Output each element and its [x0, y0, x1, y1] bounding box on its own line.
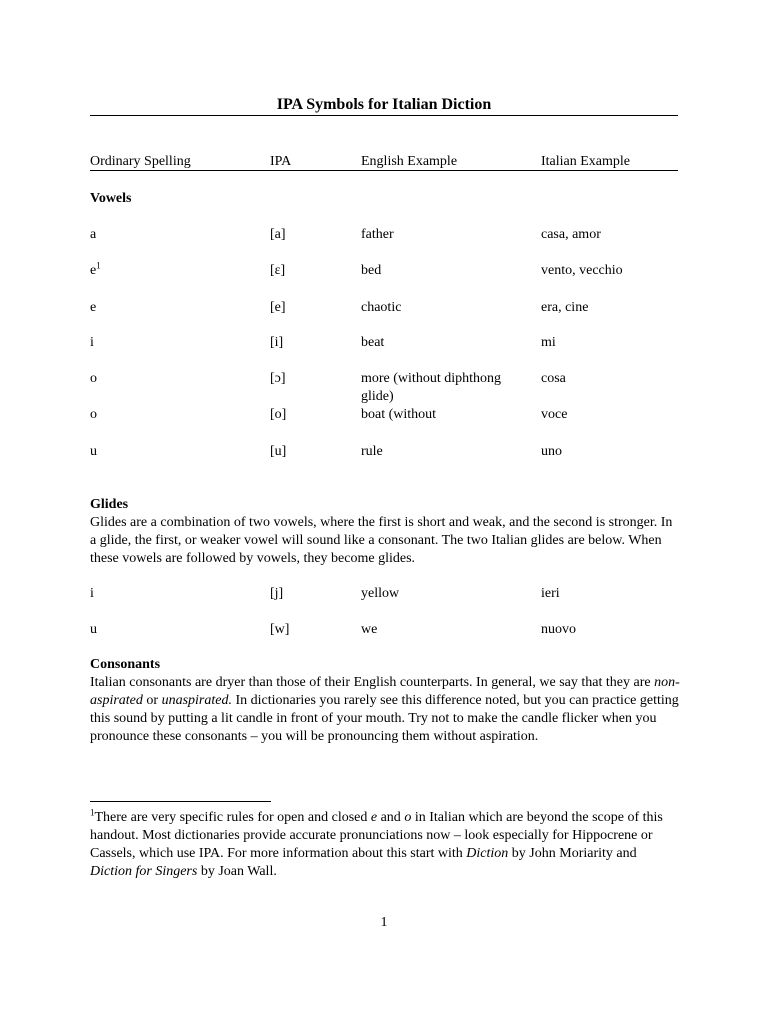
footnote-marker: 1: [90, 807, 95, 818]
vowel-row: [90, 370, 678, 404]
spelling-cell: [90, 262, 101, 280]
glide-row: [90, 585, 678, 603]
vowel-row: [90, 262, 678, 280]
page-number: 1: [380, 915, 388, 930]
vowel-row: [90, 443, 678, 461]
vowels-heading: Vowels: [90, 191, 132, 206]
english-example-cell: rule: [361, 444, 383, 459]
column-header-spelling: Ordinary Spelling: [90, 154, 191, 169]
vowel-row: [90, 406, 678, 424]
footnote-italic: e: [370, 810, 378, 825]
ipa-cell: [ɛ]: [270, 263, 286, 278]
ipa-cell: [u]: [270, 444, 287, 459]
spelling-cell: e: [90, 300, 97, 315]
page-title: IPA Symbols for Italian Diction: [276, 96, 492, 113]
italian-example-cell: vento, vecchio: [541, 263, 623, 278]
vowel-row: [90, 226, 678, 244]
glides-heading: Glides: [90, 497, 129, 512]
spelling-cell: o: [90, 371, 97, 386]
italian-example-cell: era, cine: [541, 300, 589, 315]
italian-example-cell: mi: [541, 335, 556, 350]
consonants-text-part: In dictionaries you rarely see this difference noted, but you can practice getting this sound by putting a lit candle in front of your mouth. Try not to make the candle flicker when you pronounce these consonants – you will be pronouncing them without aspiration.: [90, 693, 679, 744]
consonants-text-part: or: [142, 693, 162, 708]
vowel-row: [90, 299, 678, 317]
glide-row: [90, 621, 678, 639]
spelling-cell: a: [90, 227, 97, 242]
consonants-heading: Consonants: [90, 657, 161, 672]
ipa-cell: [i]: [270, 335, 284, 350]
english-example-cell: father: [361, 227, 394, 242]
footnote-reference: 1: [96, 260, 101, 271]
ipa-cell: [a]: [270, 227, 286, 242]
footnote-text: in Italian which are beyond the scope of this handout. Most dictionaries provide accurate pronunciations now – look especially for Hippocrene or Cassels, which use IPA. For more information about this start with: [90, 810, 663, 861]
footnote: [90, 809, 680, 881]
spelling-cell: i: [90, 586, 94, 601]
ipa-cell: [w]: [270, 622, 290, 637]
non-aspirated-term: non-aspirated: [90, 675, 680, 708]
italian-example-cell: nuovo: [541, 622, 576, 637]
ipa-cell: [ɔ]: [270, 371, 286, 386]
italian-example-cell: ieri: [541, 586, 560, 601]
spelling-cell: u: [90, 622, 97, 637]
consonants-text-part: Italian consonants are dryer than those of their English counterparts. In general, we say that they are: [90, 675, 655, 690]
header-rule: [90, 170, 678, 171]
ipa-cell: [o]: [270, 407, 287, 422]
english-example-cell: we: [361, 622, 378, 637]
italian-example-cell: uno: [541, 444, 562, 459]
footnote-text: by John Moriarity and: [508, 846, 637, 861]
glides-paragraph: [90, 514, 682, 568]
italian-example-cell: voce: [541, 407, 568, 422]
footnote-text: by Joan Wall.: [197, 864, 277, 879]
footnote-text: There are very specific rules for open and closed: [94, 810, 371, 825]
spelling-cell: u: [90, 444, 97, 459]
ipa-cell: [j]: [270, 586, 284, 601]
english-example-cell: more (without diphthong glide): [361, 371, 501, 404]
column-header-english: English Example: [361, 154, 458, 169]
italian-example-cell: cosa: [541, 371, 566, 386]
column-header-italian: Italian Example: [541, 154, 631, 169]
english-example-cell: yellow: [361, 586, 400, 601]
italian-example-cell: casa, amor: [541, 227, 601, 242]
spelling-cell: o: [90, 407, 97, 422]
spelling-cell: i: [90, 335, 94, 350]
ipa-cell: [e]: [270, 300, 286, 315]
unaspirated-term: unaspirated.: [161, 693, 232, 708]
footnote-text: and: [377, 810, 405, 825]
column-header-ipa: IPA: [270, 154, 292, 169]
english-example-cell: chaotic: [361, 300, 402, 315]
footnote-book-title: Diction for Singers: [90, 864, 198, 879]
glides-text: Glides are a combination of two vowels, where the first is short and weak, and the second is stronger. In a glide, the first, or weaker vowel will sound like a consonant. The two Italian glides are below. When these vowels are followed by vowels, they become glides.: [90, 515, 673, 566]
english-example-cell: boat (without: [361, 407, 437, 422]
consonants-text: [90, 674, 682, 746]
spelling-text: e: [90, 263, 97, 278]
column-header-row: [90, 153, 678, 171]
consonants-paragraph: [90, 674, 682, 746]
english-example-cell: beat: [361, 335, 385, 350]
vowel-row: [90, 334, 678, 352]
title-rule: [90, 115, 678, 116]
english-example-cell: bed: [361, 263, 382, 278]
footnote-separator: [90, 801, 271, 802]
footnote-italic: o: [404, 810, 412, 825]
footnote-book-title: Diction: [466, 846, 509, 861]
